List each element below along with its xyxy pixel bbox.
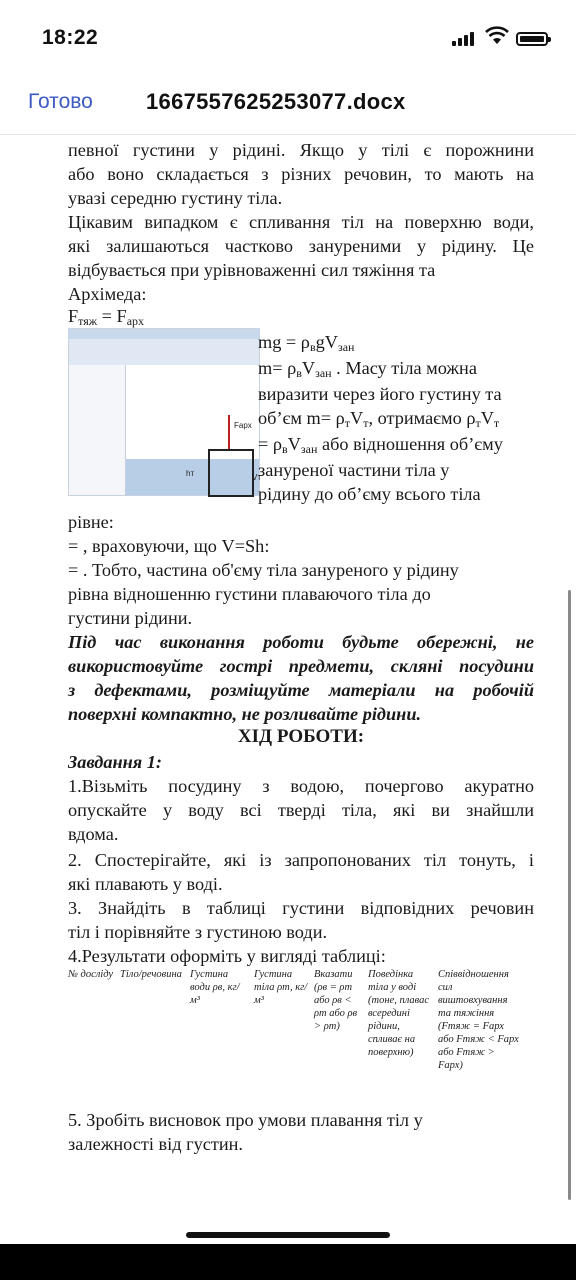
home-indicator[interactable]: [186, 1232, 390, 1238]
formula-line: $m= \rho_вV_{зан}$ . Масу тіла можна: [258, 358, 477, 380]
done-button[interactable]: Готово: [28, 90, 93, 113]
formula-line: mg = $\rho_вgV_{зан}$: [258, 332, 355, 354]
text-line: зануреної частини тіла у: [258, 460, 450, 480]
navigation-bar: [0, 76, 576, 135]
warning-line: Під час виконання роботи будьте обережні, не: [68, 632, 534, 652]
text-line: Архімеда:: [68, 284, 147, 304]
bottom-bar: [0, 1244, 576, 1280]
step-line: 3. Знайдіть в таблиці густини відповідних речовин: [68, 898, 534, 918]
warning-line: з дефектами, розміщуйте матеріали на робочій: [68, 680, 534, 700]
text-line: = . Тобто, частина об'єму тіла зануреного у рідину: [68, 560, 459, 580]
warning-line: використовуйте гострі предмети, скляні посудини: [68, 656, 534, 676]
text-line: або воно складається з різних речовин, то мають на: [68, 164, 534, 184]
table-header-cell: Співвідношення сил виштовхування та тяжіння (Fтяж = Fарх або Fтяж < Fарх або Fтяж > Fарх): [438, 969, 519, 1071]
text-line: увазі середню густину тіла.: [68, 188, 283, 208]
document-viewer[interactable]: [0, 134, 576, 1244]
wifi-icon: [484, 26, 510, 46]
table-header-cell: Густина води ρв, кг/м³: [190, 969, 240, 1006]
battery-icon: [516, 32, 548, 46]
step-line: 5. Зробіть висновок про умови плавання тіл у: [68, 1110, 423, 1130]
formula-line: об’єм $m= \rho_тV_т$, отримаємо $\rho_тV_т$: [258, 408, 500, 430]
embedded-screenshot-image: Fарх hт Vт: [68, 328, 260, 496]
step-line: тіл і порівняйте з густиною води.: [68, 922, 328, 942]
table-header-cell: № досліду: [68, 969, 114, 980]
scrollbar[interactable]: [568, 590, 571, 1200]
signal-icon: [452, 32, 476, 46]
text-line: рівне:: [68, 512, 114, 532]
formula-line: $F_{тяж} = F_{арх}$: [68, 306, 145, 328]
text-line: рідину до об’єму всього тіла: [258, 484, 481, 504]
text-line: = , враховуючи, що V=Sh:: [68, 536, 270, 556]
step-line: залежності від густин.: [68, 1134, 243, 1154]
status-bar: [0, 0, 576, 76]
text-line: відбувається при урівноваженні сил тяжіння та: [68, 260, 436, 280]
text-line: які залишаються частково зануреними у рідину. Це: [68, 236, 534, 256]
step-line: 2. Спостерігайте, які із запропонованих тіл тонуть, і: [68, 850, 534, 870]
warning-line: поверхні компактно, не розливайте рідини.: [68, 704, 422, 724]
task-heading: Завдання 1:: [68, 752, 162, 772]
step-line: опускайте у воду всі тверді тіла, які ви знайшли: [68, 800, 534, 820]
table-header-cell: Густина тіла ρт, кг/м³: [254, 969, 308, 1006]
step-line: 1.Візьміть посудину з водою, почергово акуратно: [68, 776, 534, 796]
formula-line: = $\rho_вV_{зан}$ або відношення об’єму: [258, 434, 503, 456]
text-line: рівна відношенню густини плаваючого тіла до: [68, 584, 431, 604]
table-header-cell: Поведінка тіла у воді (тоне, плавас всередині рідини, спливає на поверхню): [368, 969, 430, 1058]
section-heading: ХІД РОБОТИ:: [237, 726, 365, 747]
text-line: густини рідини.: [68, 608, 193, 628]
step-line: вдома.: [68, 824, 119, 844]
status-time: 18:22: [42, 26, 99, 49]
step-line: які плавають у воді.: [68, 874, 223, 894]
text-line: певної густини у рідині. Якщо у тілі є порожнини: [68, 140, 534, 160]
text-line: Цікавим випадком є спливання тіл на поверхню води,: [68, 212, 534, 232]
table-header-cell: Тіло/речовина: [120, 969, 182, 980]
table-header-cell: Вказати (ρв = ρт або ρв < ρт або ρв > ρт): [314, 969, 358, 1032]
text-line: виразити через його густину та: [258, 384, 502, 404]
step-line: 4.Результати оформіть у вигляді таблиці:: [68, 946, 386, 966]
document-title: 1667557625253077.docx: [146, 89, 406, 114]
